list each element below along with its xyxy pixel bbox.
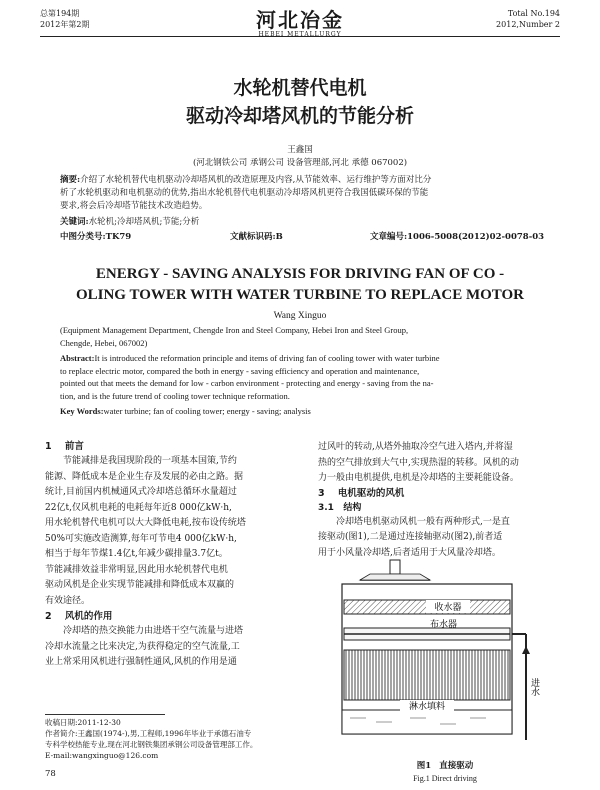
section-1-number: 1: [45, 441, 52, 452]
water-inlet-pipe-icon: [512, 634, 530, 740]
section-2-number: 2: [45, 611, 52, 622]
journal-masthead: [200, 4, 400, 38]
abstract-en-line: tion, and is the future trend of cooling tower technique reformation.: [60, 390, 290, 401]
abstract-cn: [60, 174, 540, 213]
footnote-rule: [45, 714, 165, 715]
affiliation-en: [60, 324, 540, 349]
figure-1-caption-en: Fig.1 Direct driving: [413, 774, 477, 783]
title-en-line-1: ENERGY - SAVING ANALYSIS FOR DRIVING FAN OF CO -: [95, 266, 505, 282]
fill-media: [344, 650, 510, 700]
title-en-line-2: OLING TOWER WITH WATER TURBINE TO REPLACE MOTOR: [75, 287, 525, 303]
paragraph-line: 22亿t,仅风机电耗的电耗每年近8 000亿kW·h,: [45, 502, 232, 513]
document-code: 文献标识码:B: [230, 232, 283, 242]
left-column: [45, 440, 300, 671]
section-3-1-heading: [318, 501, 573, 515]
keywords-en: [60, 405, 311, 418]
total-issue-en: Total No.194: [507, 9, 560, 18]
title-cn-line-1: 水轮机替代电机: [233, 77, 367, 99]
section-1-body: [45, 454, 300, 470]
journal-issue-info: [40, 8, 89, 30]
paragraph-line: 冷却塔的热交换能力由进塔干空气流量与进塔: [63, 626, 244, 636]
paragraph-line: 驱动风机是企业实现节能减排和降低成本双赢的: [45, 580, 235, 590]
figure-1-title: 直接驱动: [439, 761, 474, 771]
paragraph-line: 冷却塔电机驱动风机一般有两种形式,一是直: [336, 516, 510, 527]
author-email: E-mail:wangxinguo@126.com: [45, 751, 159, 760]
paragraph-line: 力一般由电机提供,电机是冷却塔的主要耗能设备。: [318, 473, 519, 483]
total-issue-cn: 总第194期: [40, 9, 80, 18]
affiliation-en-line: (Equipment Management Department, Chengde Iron and Steel Company, Hebei Iron and Steel Group,: [60, 325, 409, 335]
author-bio: 作者简介:王鑫国(1974-),男,工程师,1996年毕业于承德石油专: [45, 729, 252, 738]
abstract-en-line: It is introduced the reformation principle and items of driving fan of cooling tower with water turbine: [94, 353, 440, 363]
section-2-heading: [45, 610, 300, 624]
section-2-body: [45, 624, 300, 671]
keywords-en-label: Key Words:: [60, 406, 104, 416]
fan-motor-icon: [360, 560, 430, 580]
label-fill: 淋水填料: [408, 702, 446, 712]
section-1-body-cont: [45, 470, 300, 610]
page-number: 78: [45, 769, 56, 779]
section-3-number: 3: [318, 487, 325, 499]
paragraph-line: 热的空气排放到大气中,实现热湿的转移。风机的动: [318, 457, 519, 468]
figure-1-caption-cn: [330, 760, 560, 772]
abstract-en-line: pointed out that meets the demand for low - carbon environment - protecting and energy - saving from the na-: [60, 378, 434, 388]
paragraph-line: 节能减排效益非常明显,因此用水轮机替代电机: [45, 564, 228, 575]
paragraph-line: 50%可实施改造测算,每年可节电4 000亿kW·h,: [45, 533, 237, 544]
label-inlet: 进水: [529, 678, 539, 696]
clc-number: 中图分类号:TK79: [60, 232, 132, 242]
affiliation-en-line: Chengde, Hebei, 067002): [60, 337, 148, 348]
abstract-cn-label: 摘要:: [60, 175, 81, 185]
keywords-cn-text: 水轮机;冷却塔风机;节能;分析: [88, 217, 200, 227]
section-3-1-number: 3.1: [318, 502, 334, 513]
abstract-en-line: to replace electric motor, compared the both in energy - saving efficiency and operation and maintenance,: [60, 365, 420, 376]
journal-title-en: HEBEI METALLURGY: [258, 31, 342, 38]
figure-1-number: 图1: [416, 761, 432, 771]
abstract-cn-line: 析了水轮机驱动和电机驱动的优势,指出水轮机替代电机驱动冷却塔风机更符合我国低碳环保的节能: [60, 188, 429, 198]
keywords-en-text: water turbine; fan of cooling tower; energy - saving; analysis: [103, 406, 311, 416]
paragraph-line: 用水轮机替代电机可以大大降低电耗,按布设传统塔: [45, 518, 246, 528]
affiliation-cn: (河北钢铁公司 承钢公司 设备管理部,河北 承德 067002): [192, 158, 408, 168]
paragraph-line: 统计,目前国内机械通风式冷却塔总循环水量超过: [45, 487, 237, 497]
figure-1-diagram: [330, 550, 570, 755]
abstract-cn-line: 介绍了水轮机替代电机驱动冷却塔风机的改造原理及内容,从节能效率、运行维护等方面对比分: [80, 175, 432, 185]
paragraph-line: 能源、降低成本是企业生存及发展的必由之路。据: [45, 471, 244, 482]
paragraph-line: 用于小风量冷却塔,后者适用于大风量冷却塔。: [318, 547, 501, 558]
author-bio-cont: 专科学校热能专业,现在河北钢铁集团承钢公司设备管理部工作。: [45, 740, 258, 749]
section-1-heading: [45, 440, 300, 454]
right-column: [318, 440, 573, 561]
abstract-en-label: Abstract:: [60, 353, 95, 363]
paragraph-line: 接驱动(图1),二是通过连接轴驱动(图2),前者适: [318, 532, 503, 542]
keywords-cn-label: 关键词:: [60, 217, 89, 227]
title-cn-line-2: 驱动冷却塔风机的节能分析: [185, 105, 414, 127]
section-3-heading: [318, 487, 573, 501]
section-2-body-right: [318, 440, 573, 487]
paragraph-line: 节能减排是我国现阶段的一项基本国策,节约: [63, 456, 237, 466]
section-3-1-title: 结构: [343, 502, 362, 513]
paragraph-line: 相当于每年节煤1.4亿t,年减少碳排量3.7亿t。: [45, 549, 228, 559]
article-number: 文章编号:1006-5008(2012)02-0078-03: [370, 232, 545, 242]
author-cn: 王鑫国: [287, 145, 313, 155]
journal-issue-info-en: [496, 8, 560, 30]
section-3-title: 电机驱动的风机: [337, 487, 405, 499]
abstract-en: [60, 352, 540, 402]
author-en: Wang Xinguo: [273, 311, 327, 321]
label-distributor: 布水器: [430, 620, 458, 630]
paragraph-line: 冷却水流量之比来决定,为获得稳定的空气流量,工: [45, 641, 240, 652]
journal-title-cn: 河北冶金: [256, 8, 344, 32]
header-rule: [40, 36, 560, 37]
label-collector: 收水器: [434, 603, 462, 613]
water-basin: [342, 710, 512, 734]
article-title-en: [60, 264, 540, 306]
paragraph-line: 业上常采用风机进行强制性通风,风机的作用是通: [45, 657, 237, 667]
footnote: [45, 717, 257, 761]
section-2-title: 风机的作用: [64, 611, 113, 622]
received-date: 收稿日期:2011-12-30: [45, 718, 121, 727]
article-title-cn: [40, 74, 560, 130]
paragraph-line: 过风叶的转动,从塔外抽取冷空气进入塔内,并将湿: [318, 442, 513, 452]
abstract-cn-line: 要求,将会后冷却塔节能技术改造趋势。: [60, 201, 208, 211]
paragraph-line: 有效途径。: [45, 595, 91, 606]
year-issue-cn: 2012年第2期: [40, 20, 90, 29]
year-issue-en: 2012,Number 2: [496, 20, 560, 29]
keywords-cn: [60, 216, 199, 229]
section-1-title: 前言: [64, 441, 84, 452]
